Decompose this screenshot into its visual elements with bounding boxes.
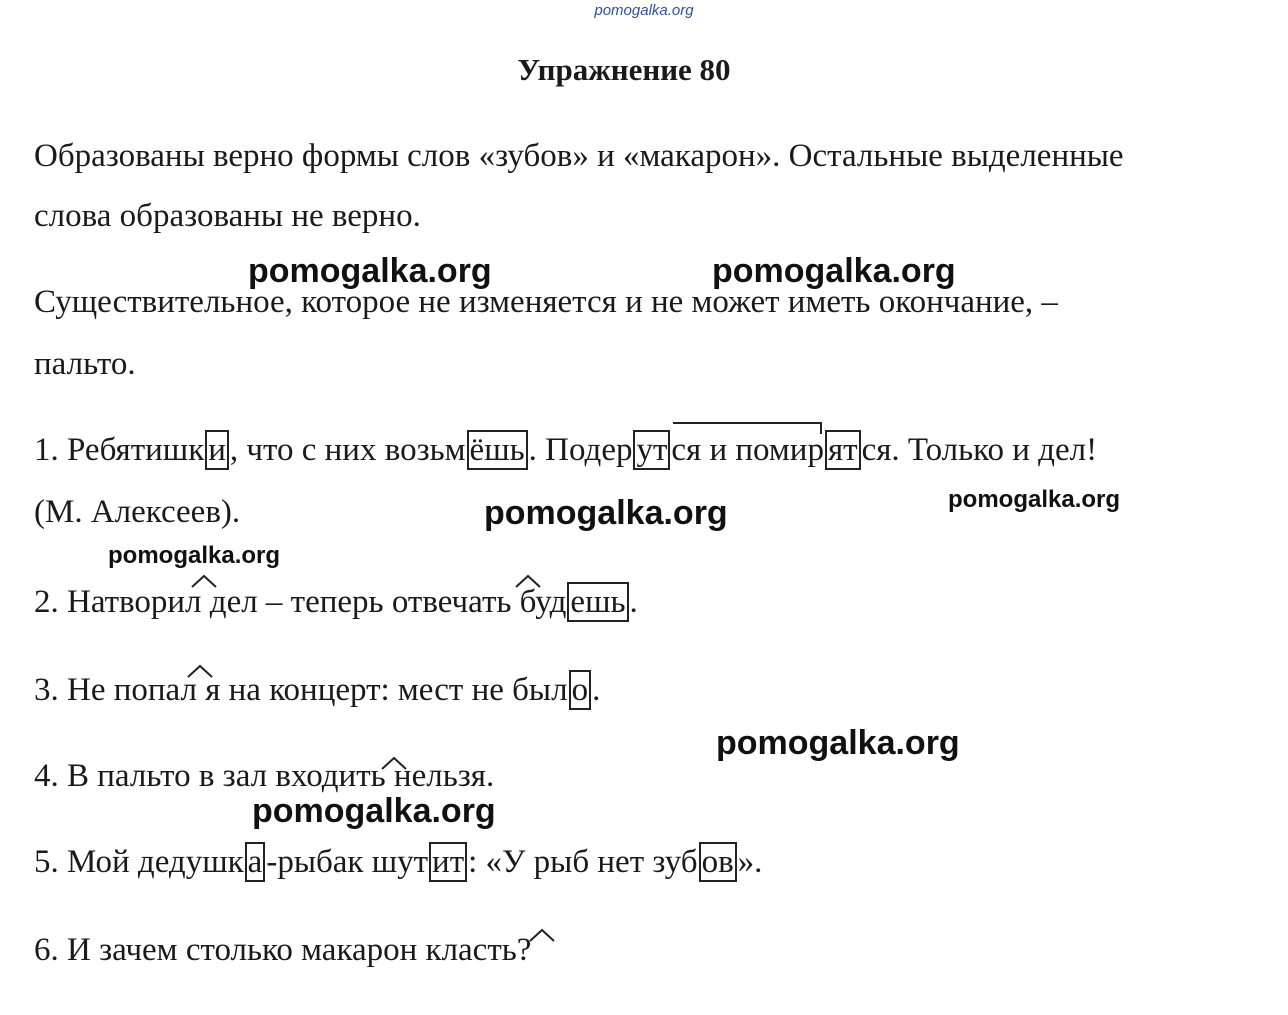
watermark: pomogalka.org <box>248 252 492 290</box>
paragraph-1-line-1: Образованы верно формы слов «зубов» и «макарон». Остальные выделенные <box>34 138 1124 174</box>
sentence-3-part: 3. Не попал я на концерт: мест не был <box>34 672 568 708</box>
sentence-1 <box>34 430 1097 470</box>
watermark: pomogalka.org <box>252 792 496 830</box>
ending-box: о <box>569 670 592 710</box>
ending-box: ешь <box>567 582 628 622</box>
watermark: pomogalka.org <box>484 494 728 532</box>
sentence-1-part: . Подер <box>528 432 633 468</box>
watermark: pomogalka.org <box>108 542 281 569</box>
sentence-5-part: 5. Мой дедушк <box>34 844 244 880</box>
ending-box: ов <box>699 842 737 882</box>
suffix-arc-icon <box>190 574 218 588</box>
sentence-1-part: 1. Ребятишк <box>34 432 205 468</box>
ending-box: и <box>205 430 229 470</box>
ending-box: а <box>245 842 266 882</box>
sentence-1-author: (М. Алексеев). <box>34 494 241 530</box>
ending-box: ят <box>825 430 861 470</box>
sentence-3-part: . <box>592 672 601 708</box>
sentence-5-part: : «У рыб нет зуб <box>468 844 698 880</box>
suffix-arc-icon <box>186 664 214 678</box>
sentence-3 <box>34 670 600 710</box>
sentence-6: 6. И зачем столько макарон класть? <box>34 932 532 968</box>
paragraph-2-line-2: пальто. <box>34 346 136 382</box>
watermark: pomogalka.org <box>948 486 1121 513</box>
paragraph-2-line-1: Существительное, которое не изменяется и не может иметь окончание, – <box>34 284 1058 320</box>
postfix-mark: ся и помир <box>671 432 824 468</box>
sentence-2-part: 2. Натворил дел – теперь отвечать буд <box>34 584 567 620</box>
sentence-5-part: -рыбак шут <box>266 844 429 880</box>
ending-box: ёшь <box>467 430 528 470</box>
sentence-5 <box>34 842 762 882</box>
paragraph-1-line-2: слова образованы не верно. <box>34 198 421 234</box>
sentence-1-part: , что с них возьм <box>229 432 466 468</box>
ending-box: ут <box>633 430 670 470</box>
suffix-arc-icon <box>528 928 556 942</box>
suffix-arc-icon <box>380 756 408 770</box>
sentence-4: 4. В пальто в зал входить нельзя. <box>34 758 495 794</box>
sentence-5-part: ». <box>737 844 763 880</box>
sentence-1-part: ся. Только и дел! <box>861 432 1098 468</box>
page-title: Упражнение 80 <box>517 52 731 87</box>
sentence-2 <box>34 582 638 622</box>
site-watermark-top: pomogalka.org <box>594 2 694 19</box>
watermark: pomogalka.org <box>712 252 956 290</box>
ending-box: ит <box>429 842 467 882</box>
suffix-arc-icon <box>514 574 542 588</box>
sentence-2-part: . <box>629 584 638 620</box>
watermark: pomogalka.org <box>716 724 960 762</box>
